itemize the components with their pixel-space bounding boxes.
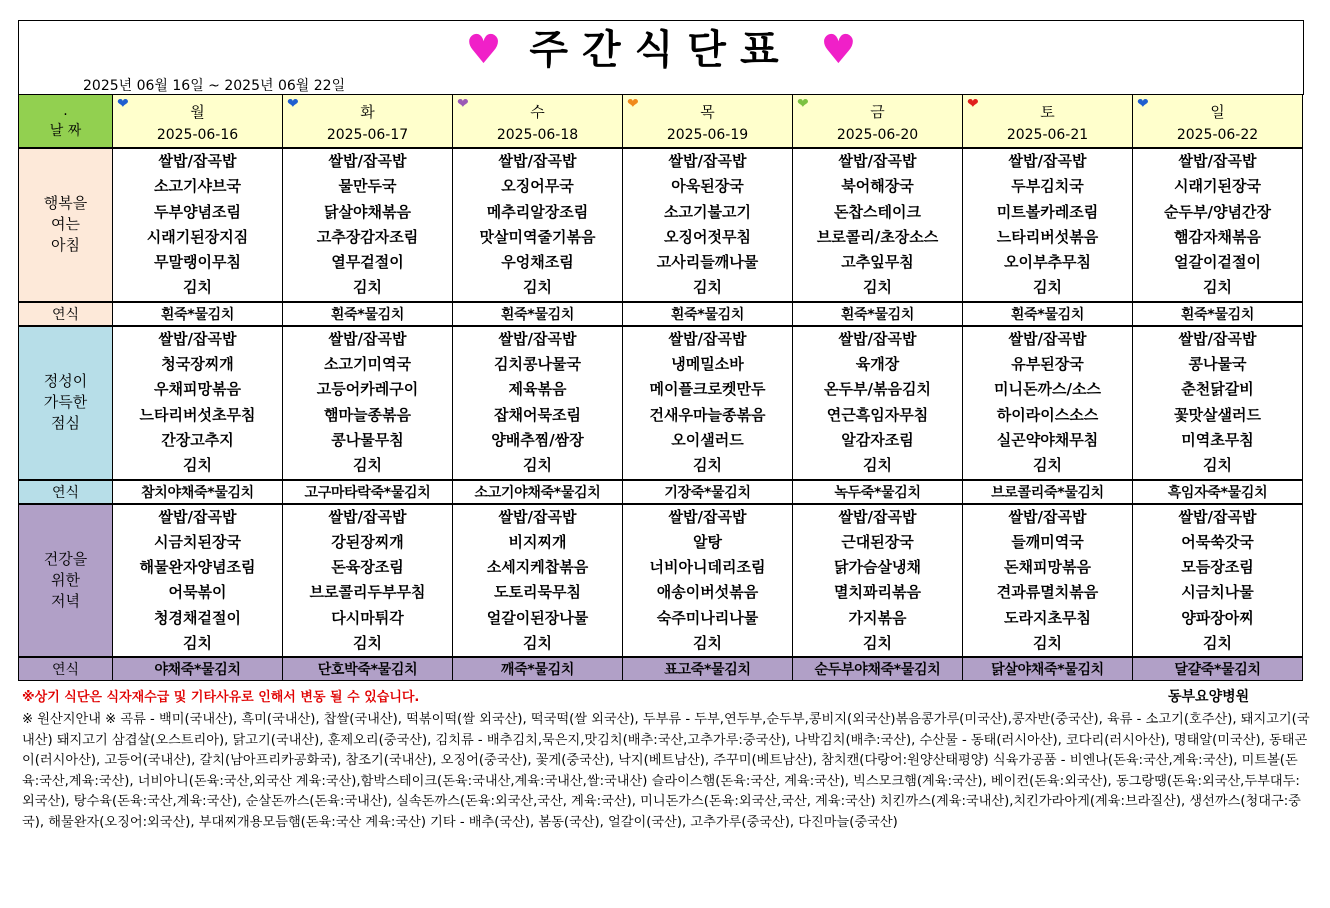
menu-item: 쌀밥/잡곡밥 xyxy=(158,329,237,348)
menu-item: 간장고추지 xyxy=(161,430,234,449)
dinner-snack-label: 연식 xyxy=(19,657,113,681)
menu-item: 쌀밥/잡곡밥 xyxy=(838,152,917,170)
lunch-snack-cell-3: 기장죽*물김치 xyxy=(623,480,793,504)
menu-item: 청경채겉절이 xyxy=(154,608,241,627)
menu-item: 쌀밥/잡곡밥 xyxy=(1178,329,1257,348)
heart-flower-icon: ❤ xyxy=(287,96,299,112)
meal-label-line: 아침 xyxy=(51,236,80,255)
menu-item: 멸치꽈리볶음 xyxy=(834,583,921,602)
menu-item: 콩나물무침 xyxy=(331,430,404,449)
day-header-0 xyxy=(113,95,283,149)
heart-flower-icon: ❤ xyxy=(457,96,469,112)
breakfast-cell-2 xyxy=(453,148,623,302)
menu-item: 열무겉절이 xyxy=(331,253,404,272)
menu-item: 잡채어묵조림 xyxy=(494,405,581,424)
menu-item: 춘천닭갈비 xyxy=(1181,380,1254,399)
menu-item: 아욱된장국 xyxy=(671,177,744,196)
breakfast-cell-6 xyxy=(1133,148,1303,302)
menu-item: 김치 xyxy=(1203,278,1232,297)
menu-item: 김치 xyxy=(863,278,892,297)
menu-item: 강된장찌개 xyxy=(331,532,404,551)
menu-item: 햄감자채볶음 xyxy=(1174,227,1261,246)
menu-item: 물만두국 xyxy=(338,177,397,196)
menu-item: 양배추찜/쌈장 xyxy=(491,430,584,449)
menu-item: 알감자조림 xyxy=(841,430,914,449)
meal-label-line: 건강을 xyxy=(43,549,88,568)
menu-item: 온두부/볶음김치 xyxy=(824,380,931,399)
menu-item: 쌀밥/잡곡밥 xyxy=(328,507,407,526)
header-dot: . xyxy=(63,103,68,119)
menu-item: 시래기된장국 xyxy=(1174,177,1261,196)
breakfast-cell-0 xyxy=(113,148,283,302)
menu-item: 쌀밥/잡곡밥 xyxy=(1178,507,1257,526)
breakfast-cell-4 xyxy=(793,148,963,302)
menu-item: 쌀밥/잡곡밥 xyxy=(498,329,577,348)
menu-item: 순두부/양념간장 xyxy=(1164,202,1271,221)
menu-item: 하이라이스소스 xyxy=(996,405,1099,424)
menu-item: 브로콜리/초장소스 xyxy=(816,227,939,246)
menu-item: 느타리버섯볶음 xyxy=(996,227,1099,246)
menu-item: 얼갈이된장나물 xyxy=(486,608,589,627)
menu-item: 쌀밥/잡곡밥 xyxy=(498,152,577,170)
lunch-cell-5 xyxy=(963,326,1133,480)
menu-item: 알탕 xyxy=(693,532,722,551)
menu-item: 김치 xyxy=(183,634,212,653)
menu-item: 오징어젓무침 xyxy=(664,227,751,246)
menu-item: 쌀밥/잡곡밥 xyxy=(838,507,917,526)
menu-item: 두부양념조림 xyxy=(154,202,241,221)
menu-item: 메추리알장조림 xyxy=(486,202,589,221)
dinner-snack-cell-2: 깨죽*물김치 xyxy=(453,657,623,681)
menu-item: 쌀밥/잡곡밥 xyxy=(328,152,407,170)
menu-item: 김치 xyxy=(183,456,212,475)
breakfast-snack-cell-6: 흰죽*물김치 xyxy=(1133,302,1303,326)
menu-item: 유부된장국 xyxy=(1011,355,1084,374)
change-notice: ※상기 식단은 식자재수급 및 기타사유로 인해서 변동 될 수 있습니다. xyxy=(22,690,420,705)
menu-item: 모듬장조림 xyxy=(1181,558,1254,577)
lunch-label xyxy=(19,326,113,480)
date-header-label: 날 짜 xyxy=(49,123,82,139)
menu-item: 김치 xyxy=(353,634,382,653)
menu-item: 김치 xyxy=(693,634,722,653)
breakfast-cell-3 xyxy=(623,148,793,302)
meal-label-line: 저녁 xyxy=(51,591,80,610)
day-date: 2025-06-16 xyxy=(156,127,239,143)
lunch-cell-1 xyxy=(283,326,453,480)
origin-info: ※ 원산지안내 ※ 곡류 - 백미(국내산), 흑미(국내산), 찹쌀(국내산), 떡볶이떡(쌀 외국산), 떡국떡(쌀 외국산), 두부류 - 두부,연두부,순두부,콩비지(외국산)볶음콩가루(미국산),콩자반(중국산), 육류 - 소고기(호주산), 돼지고기(국내산) 돼지고기 삼겹살(오스트리아), 닭고기(국내산), 훈제오리(중국산), 김치류 - 배추김치,묵은지,맛김치(배추:국산,고추가루:중국산), 나박김치(배추:국산), 수산물 - 동태(러시아산), 코다리(러시아산), 명태알(미국산), 동태곤이(러시아산), 고등어(국내산), 갈치(남아프리카공화국), 참조기(국내산), 오징어(중국산), 꽃게(중국산), 낙지(베트남산), 주꾸미(베트남산), 참치캔(다랑어:원양산태평양) 식육가공품 - 비엔나(돈육:국산,계육:국산), 미트볼(돈육:국산,계육:국산), 너비아니(돈육:국산,외국산 계육:국산),함박스테이크(돈육:국내산,계육:국내산,쌀:국내산) 슬라이스햄(돈육:국산, 계육:국산), 빅스모크햄(계육:국산), 베이컨(돈육:외국산), 동그랑땡(돈육:외국산,두부대두:외국산), 탕수육(돈육:국산,계육:국산), 순살돈까스(돈육:국내산), 실속돈까스(돈육:외국산,국산, 계육:국산), 미니돈가스(돈육:외국산,국산, 계육:국산) 치킨까스(계육:국내산),치킨가라아게(계육:브라질산), 생선까스(청대구:중국), 해물완자(오징어:외국산), 부대찌개용모듬햄(돈육:국산 계육:국산) 기타 - 배추(국산), 봄동(국산), 얼갈이(국산), 고추가루(중국산), 다진마늘(중국산) xyxy=(22,712,1310,830)
dinner-cell-2 xyxy=(453,504,623,658)
breakfast-snack-cell-2: 흰죽*물김치 xyxy=(453,302,623,326)
menu-item: 김치 xyxy=(863,456,892,475)
day-header-5 xyxy=(963,95,1133,149)
date-header-cell xyxy=(19,95,113,149)
menu-item: 쌀밥/잡곡밥 xyxy=(1008,329,1087,348)
lunch-snack-label: 연식 xyxy=(19,480,113,504)
dinner-cell-4 xyxy=(793,504,963,658)
menu-item: 돈채피망볶음 xyxy=(1004,558,1091,577)
breakfast-snack-cell-5: 흰죽*물김치 xyxy=(963,302,1133,326)
menu-item: 가지볶음 xyxy=(848,608,907,627)
menu-item: 냉메밀소바 xyxy=(671,355,744,374)
menu-item: 소고기샤브국 xyxy=(154,177,241,196)
dinner-snack-cell-4: 순두부야채죽*물김치 xyxy=(793,657,963,681)
menu-item: 닭살야채볶음 xyxy=(324,202,411,221)
day-name: 토 xyxy=(1040,103,1055,121)
menu-item: 김치콩나물국 xyxy=(494,355,581,374)
menu-item: 들깨미역국 xyxy=(1011,532,1084,551)
menu-item: 김치 xyxy=(693,456,722,475)
menu-item: 김치 xyxy=(693,278,722,297)
heart-flower-icon: ❤ xyxy=(1137,96,1149,112)
dinner-snack-cell-5: 닭살야채죽*물김치 xyxy=(963,657,1133,681)
day-date: 2025-06-18 xyxy=(496,127,579,143)
menu-item: 미트볼카레조림 xyxy=(996,202,1099,221)
day-header-1 xyxy=(283,95,453,149)
dinner-cell-3 xyxy=(623,504,793,658)
lunch-row xyxy=(19,326,1303,480)
meal-label-line: 점심 xyxy=(51,414,80,433)
menu-item: 김치 xyxy=(1033,278,1062,297)
menu-item: 쌀밥/잡곡밥 xyxy=(668,152,747,170)
dinner-snack-cell-6: 달걀죽*물김치 xyxy=(1133,657,1303,681)
menu-item: 고사리들깨나물 xyxy=(656,253,759,272)
menu-item: 돈찹스테이크 xyxy=(834,202,921,221)
dinner-snack-cell-0: 야채죽*물김치 xyxy=(113,657,283,681)
breakfast-snack-cell-1: 흰죽*물김치 xyxy=(283,302,453,326)
lunch-snack-row xyxy=(19,480,1303,504)
menu-item: 쌀밥/잡곡밥 xyxy=(158,152,237,170)
menu-item: 청국장찌개 xyxy=(161,355,234,374)
menu-item: 너비아니데리조림 xyxy=(649,558,766,577)
menu-item: 해물완자양념조림 xyxy=(139,558,256,577)
menu-item: 실곤약야채무침 xyxy=(996,430,1099,449)
menu-item: 쌀밥/잡곡밥 xyxy=(1008,507,1087,526)
dinner-cell-0 xyxy=(113,504,283,658)
menu-item: 브로콜리두부무침 xyxy=(309,583,426,602)
lunch-cell-4 xyxy=(793,326,963,480)
lunch-snack-cell-2: 소고기야채죽*물김치 xyxy=(453,480,623,504)
menu-item: 소세지케찹볶음 xyxy=(486,558,589,577)
breakfast-cell-5 xyxy=(963,148,1133,302)
menu-item: 고추장감자조림 xyxy=(316,227,419,246)
menu-item: 오징어무국 xyxy=(501,177,574,196)
menu-item: 김치 xyxy=(1203,456,1232,475)
menu-item: 김치 xyxy=(183,278,212,297)
menu-item: 견과류멸치볶음 xyxy=(996,583,1099,602)
lunch-snack-cell-5: 브로콜리죽*물김치 xyxy=(963,480,1133,504)
menu-item: 비지찌개 xyxy=(508,532,567,551)
menu-item: 김치 xyxy=(863,634,892,653)
menu-item: 쌀밥/잡곡밥 xyxy=(668,329,747,348)
heart-flower-icon: ❤ xyxy=(797,96,809,112)
day-header-4 xyxy=(793,95,963,149)
lunch-snack-cell-6: 흑임자죽*물김치 xyxy=(1133,480,1303,504)
menu-item: 오이샐러드 xyxy=(671,430,744,449)
menu-item: 양파장아찌 xyxy=(1181,608,1254,627)
meal-label-line: 여는 xyxy=(51,215,80,234)
lunch-snack-cell-1: 고구마타락죽*물김치 xyxy=(283,480,453,504)
menu-item: 쌀밥/잡곡밥 xyxy=(498,507,577,526)
meal-label-line: 위한 xyxy=(51,570,80,589)
menu-item: 연근흑임자무침 xyxy=(826,405,929,424)
menu-item: 쌀밥/잡곡밥 xyxy=(838,329,917,348)
menu-item: 소고기불고기 xyxy=(664,202,751,221)
header-row xyxy=(19,95,1303,149)
day-header-2 xyxy=(453,95,623,149)
menu-item: 시금치나물 xyxy=(1181,583,1254,602)
menu-item: 느타리버섯초무침 xyxy=(139,405,256,424)
dinner-snack-cell-1: 단호박죽*물김치 xyxy=(283,657,453,681)
breakfast-row xyxy=(19,148,1303,302)
day-name: 일 xyxy=(1210,103,1225,121)
heart-flower-icon: ❤ xyxy=(967,96,979,112)
heart-flower-icon: ❤ xyxy=(117,96,129,112)
dinner-label xyxy=(19,504,113,658)
menu-item: 오이부추무침 xyxy=(1004,253,1091,272)
breakfast-snack-label: 연식 xyxy=(19,302,113,326)
day-date: 2025-06-21 xyxy=(1006,127,1089,143)
menu-item: 두부김치국 xyxy=(1011,177,1084,196)
dinner-cell-5 xyxy=(963,504,1133,658)
lunch-snack-cell-4: 녹두죽*물김치 xyxy=(793,480,963,504)
lunch-cell-6 xyxy=(1133,326,1303,480)
day-header-3 xyxy=(623,95,793,149)
weekly-menu-table xyxy=(18,94,1303,681)
menu-item: 북어해장국 xyxy=(841,177,914,196)
meal-label-line: 정성이 xyxy=(43,372,88,391)
breakfast-snack-cell-3: 흰죽*물김치 xyxy=(623,302,793,326)
menu-item: 김치 xyxy=(523,634,552,653)
menu-item: 다시마튀각 xyxy=(331,608,404,627)
menu-item: 쌀밥/잡곡밥 xyxy=(1008,152,1087,170)
menu-item: 우엉채조림 xyxy=(501,253,574,272)
menu-item: 어묵쑥갓국 xyxy=(1181,532,1254,551)
menu-item: 꽃맛살샐러드 xyxy=(1174,405,1261,424)
heart-flower-icon: ❤ xyxy=(627,96,639,112)
menu-item: 고등어카레구이 xyxy=(316,380,419,399)
dinner-row xyxy=(19,504,1303,658)
menu-item: 고추잎무침 xyxy=(841,253,914,272)
menu-item: 김치 xyxy=(1033,634,1062,653)
dinner-snack-cell-3: 표고죽*물김치 xyxy=(623,657,793,681)
menu-item: 어묵볶이 xyxy=(168,583,227,602)
dinner-cell-6 xyxy=(1133,504,1303,658)
menu-item: 콩나물국 xyxy=(1188,355,1247,374)
menu-item: 쌀밥/잡곡밥 xyxy=(1178,152,1257,170)
menu-item: 쌀밥/잡곡밥 xyxy=(328,329,407,348)
day-header-6 xyxy=(1133,95,1303,149)
lunch-cell-0 xyxy=(113,326,283,480)
breakfast-snack-row xyxy=(19,302,1303,326)
dinner-cell-1 xyxy=(283,504,453,658)
menu-item: 건새우마늘종볶음 xyxy=(649,405,766,424)
breakfast-snack-cell-4: 흰죽*물김치 xyxy=(793,302,963,326)
dinner-snack-row xyxy=(19,657,1303,681)
heart-icon: ♥ xyxy=(465,27,502,73)
menu-item: 햄마늘종볶음 xyxy=(324,405,411,424)
menu-item: 제육볶음 xyxy=(508,380,567,399)
breakfast-label xyxy=(19,148,113,302)
menu-item: 미니돈까스/소스 xyxy=(994,380,1101,399)
menu-item: 시래기된장지짐 xyxy=(146,227,249,246)
meal-label-line: 가득한 xyxy=(43,393,88,412)
day-date: 2025-06-17 xyxy=(326,127,409,143)
menu-header xyxy=(18,20,1304,95)
menu-item: 쌀밥/잡곡밥 xyxy=(158,507,237,526)
menu-item: 도토리묵무침 xyxy=(494,583,581,602)
title-text: 주간식단표 xyxy=(529,27,793,73)
lunch-snack-cell-0: 참치야채죽*물김치 xyxy=(113,480,283,504)
menu-item: 김치 xyxy=(523,456,552,475)
menu-item: 김치 xyxy=(353,278,382,297)
menu-item: 육개장 xyxy=(855,355,900,374)
day-name: 화 xyxy=(360,103,375,121)
heart-icon: ♥ xyxy=(820,27,857,73)
menu-item: 도라지초무침 xyxy=(1004,608,1091,627)
day-name: 수 xyxy=(530,103,545,121)
lunch-cell-2 xyxy=(453,326,623,480)
breakfast-cell-1 xyxy=(283,148,453,302)
menu-item: 돈육장조림 xyxy=(331,558,404,577)
day-date: 2025-06-20 xyxy=(836,127,919,143)
hospital-name: 동부요양병원 xyxy=(1168,689,1250,705)
menu-item: 근대된장국 xyxy=(841,532,914,551)
menu-item: 우채피망볶음 xyxy=(154,380,241,399)
menu-item: 닭가슴살냉채 xyxy=(834,558,921,577)
menu-item: 쌀밥/잡곡밥 xyxy=(668,507,747,526)
menu-item: 애송이버섯볶음 xyxy=(656,583,759,602)
menu-item: 얼갈이겉절이 xyxy=(1174,253,1261,272)
page-title xyxy=(19,25,1303,75)
day-name: 목 xyxy=(700,103,715,121)
day-date: 2025-06-22 xyxy=(1176,127,1259,143)
menu-item: 미역초무침 xyxy=(1181,430,1254,449)
menu-item: 김치 xyxy=(1203,634,1232,653)
menu-item: 소고기미역국 xyxy=(324,355,411,374)
day-name: 금 xyxy=(870,103,885,121)
day-name: 월 xyxy=(190,103,205,121)
breakfast-snack-cell-0: 흰죽*물김치 xyxy=(113,302,283,326)
lunch-cell-3 xyxy=(623,326,793,480)
menu-item: 메이플크로켓만두 xyxy=(649,380,766,399)
day-date: 2025-06-19 xyxy=(666,127,749,143)
menu-item: 김치 xyxy=(353,456,382,475)
menu-item: 숙주미나리나물 xyxy=(656,608,759,627)
menu-item: 무말랭이무침 xyxy=(154,253,241,272)
date-range: 2025년 06월 16일 ~ 2025년 06월 22일 xyxy=(83,78,346,94)
meal-label-line: 행복을 xyxy=(43,194,88,213)
menu-item: 김치 xyxy=(1033,456,1062,475)
menu-item: 맛살미역줄기볶음 xyxy=(479,227,596,246)
menu-item: 시금치된장국 xyxy=(154,532,241,551)
menu-item: 김치 xyxy=(523,278,552,297)
